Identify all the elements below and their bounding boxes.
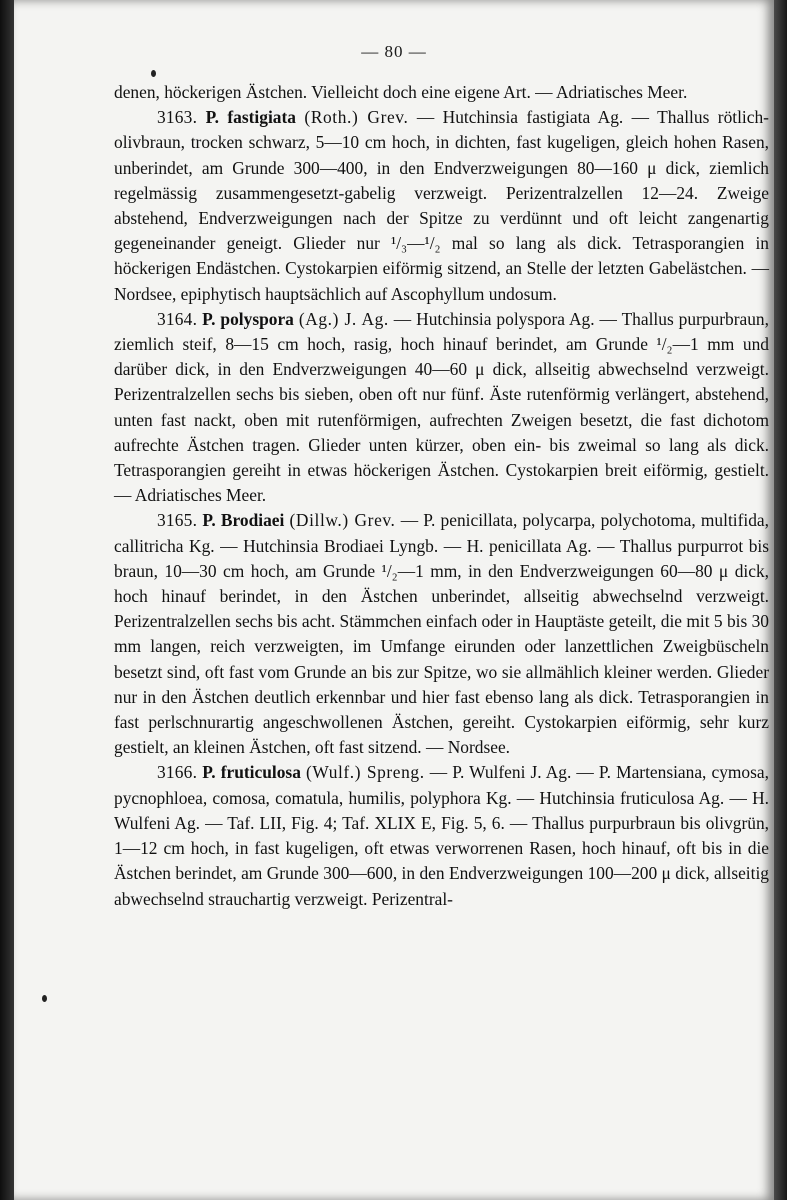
species-name: fruticulosa: [220, 762, 301, 783]
entry-number: 3163.: [157, 107, 198, 128]
entry-description: — P. penicillata, polycarpa, polychotoma, multifida, callitricha Kg. — Hutchinsia Brodiaei Lyngb. — H. penicillata Ag. — Thallus purpurrot bis braun, 10—30 cm hoch, am Grunde ¹/₂—1 mm, in den Endverzweigungen 60—80 μ dick, hoch hinauf berindet, in den Ästchen unberindet, allseitig abwechselnd verzweigt. Perizentralzellen sechs bis acht. Stämmchen einfach oder in Hauptäste geteilt, die mit 5 bis 30 mm langen, reich verzweigten, im Umfange eirunden oder lanzettlichen Zweigbüscheln besetzt sind, oft fast vom Grunde an bis zur Spitze, wo sie allmählich kleiner werden. Glieder nur in den Ästchen deutlich erkennbar und hier fast ebenso lang als dick. Tetrasporangien in fast perlschnurartig angeschwollenen Ästchen, gereiht. Cystokarpien eiförmig, sehr kurz gestielt, an kleinen Ästchen, oft fast sitzend. — Nordsee.: [114, 510, 769, 758]
genus-abbrev: P.: [202, 510, 216, 531]
entry-number: 3164.: [157, 308, 198, 329]
entry-number: 3166.: [157, 762, 198, 783]
paragraph-text: denen, höckerigen Ästchen. Vielleicht doch eine eigene Art. — Adriatisches Meer.: [114, 82, 688, 102]
species-name: polyspora: [220, 308, 294, 329]
genus-abbrev: P.: [202, 308, 216, 329]
book-page: [14, 0, 774, 1200]
entry-description: — Hutchinsia fastigiata Ag. — Thallus rötlich-olivbraun, trocken schwarz, 5—10 cm hoch, in dichten, fast kugeligen, gleich hohen Rasen, unberindet, am Grunde 300—400, in den Endverzweigungen 80—160 μ dick, ziemlich regelmässig zusammengesetzt-gabelig verzweigt. Perizentralzellen 12—24. Zweige abstehend, Endverzweigungen nach der Spitze zu verdünnt und oft leicht zangenartig gegeneinander geneigt. Glieder nur ¹/₃—¹/₂ mal so lang als dick. Tetrasporangien in höckerigen Endästchen. Cystokarpien eiförmig sitzend, an Stelle der letzten Gabelästchen. — Nordsee, epiphytisch hauptsächlich auf Ascophyllum undosum.: [114, 107, 769, 304]
species-entry-3166: [114, 760, 769, 911]
species-author: (Ag.) J. Ag.: [298, 308, 389, 329]
species-entry-3164: [114, 307, 769, 509]
species-name: fastigiata: [227, 107, 296, 128]
entry-description: — P. Wulfeni J. Ag. — P. Martensiana, cymosa, pycnophloea, comosa, comatula, humilis, polyphora Kg. — Hutchinsia fruticulosa Ag. — H. Wulfeni Ag. — Taf. LII, Fig. 4; Taf. XLIX E, Fig. 5, 6. — Thallus purpurbraun bis olivgrün, 1—12 cm hoch, in fast kugeligen, oft etwas verworrenen Rasen, hoch hinauf, oft bis in die Ästchen berindet, am Grunde 300—600, in den Endverzweigungen 100—200 μ dick, allseitig abwechselnd strauchartig verzweigt. Perizentral-: [114, 762, 769, 909]
continuation-paragraph: [114, 80, 769, 105]
species-entry-3163: [114, 105, 769, 307]
genus-abbrev: P.: [202, 762, 216, 783]
entry-number: 3165.: [157, 510, 198, 531]
scan-right-border: [774, 0, 787, 1200]
species-author: (Wulf.) Spreng.: [305, 762, 425, 783]
entry-description: — Hutchinsia polyspora Ag. — Thallus purpurbraun, ziemlich steif, 8—15 cm hoch, rasig, hoch hinauf berindet, am Grunde ¹/₂—1 mm und darüber dick, in den Endverzweigungen 40—60 μ dick, allseitig abwechselnd verzweigt. Perizentralzellen sechs bis sieben, oben oft nur fünf. Äste rutenförmig verlängert, abstehend, unten fast nackt, oben mit rutenförmigen, aufrechten Zweigen besetzt, die fast dichotom aufrechte Ästchen tragen. Glieder unten kürzer, oben ein- bis zweimal so lang als dick. Tetrasporangien gereiht in etwas höckerigen Ästchen. Cystokarpien breit eiförmig, gestielt. — Adriatisches Meer.: [114, 308, 769, 506]
page-number: — 80 —: [361, 42, 427, 61]
ink-speck: [42, 995, 47, 1002]
species-author: (Roth.) Grev.: [304, 107, 409, 128]
species-name: Brodiaei: [220, 510, 285, 531]
ink-speck: [151, 70, 156, 77]
page-body: [114, 80, 769, 912]
species-author: (Dillw.) Grev.: [289, 510, 396, 531]
genus-abbrev: P.: [205, 107, 219, 128]
species-entry-3165: [114, 508, 769, 760]
